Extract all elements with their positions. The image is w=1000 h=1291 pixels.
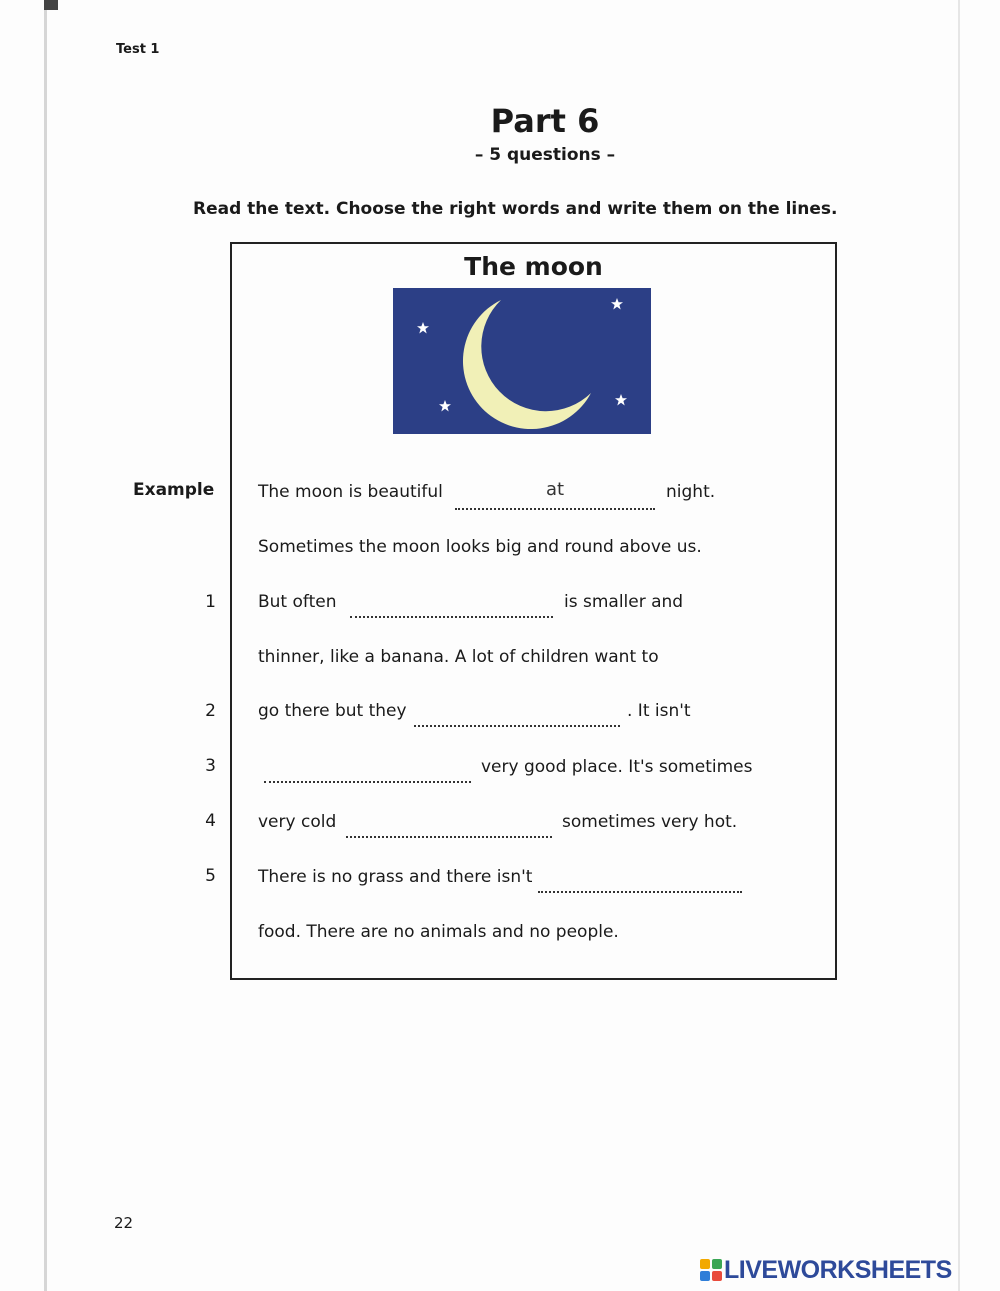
- text-line: very good place. It's sometimes: [481, 757, 753, 777]
- text-title: The moon: [464, 252, 603, 281]
- moon-night-picture: [393, 288, 651, 434]
- question-number: 2: [205, 701, 216, 721]
- example-text-before: The moon is beautiful: [258, 482, 443, 502]
- example-answer: at: [545, 479, 565, 500]
- text-line: sometimes very hot.: [562, 812, 738, 832]
- part-subtitle: – 5 questions –: [474, 145, 616, 165]
- text-line: . It isn't: [627, 701, 691, 721]
- part-title: Part 6: [490, 102, 600, 140]
- question-number: 5: [205, 866, 216, 886]
- test-label: Test 1: [116, 42, 160, 57]
- text-line: food. There are no animals and no people.: [258, 922, 619, 942]
- answer-blank-4[interactable]: [346, 818, 552, 838]
- text-line: is smaller and: [564, 592, 684, 612]
- question-number: 3: [205, 756, 216, 776]
- instruction-text: Read the text. Choose the right words and write them on the lines.: [193, 199, 838, 219]
- text-line: Sometimes the moon looks big and round above us.: [258, 537, 702, 557]
- page-number: 22: [114, 1214, 134, 1232]
- page-corner-mark: [44, 0, 58, 10]
- brand-name: LIVEWORKSHEETS: [724, 1255, 952, 1284]
- answer-blank-1[interactable]: [350, 598, 553, 618]
- answer-blank-5[interactable]: [538, 873, 742, 893]
- text-line: thinner, like a banana. A lot of children want to: [258, 647, 659, 667]
- text-line: But often: [258, 592, 337, 612]
- liveworksheets-logo-icon: [700, 1259, 722, 1281]
- page-edge-left: [44, 0, 47, 1291]
- question-number: 4: [205, 811, 216, 831]
- question-number: 1: [205, 592, 216, 612]
- example-text-after: night.: [666, 482, 716, 502]
- text-line: very cold: [258, 812, 337, 832]
- example-label: Example: [133, 480, 215, 500]
- liveworksheets-logo: [700, 1257, 952, 1283]
- page-edge-right: [958, 0, 960, 1291]
- text-line: go there but they: [258, 701, 407, 721]
- text-line: There is no grass and there isn't: [258, 867, 533, 887]
- answer-blank-3[interactable]: [264, 763, 471, 783]
- answer-blank-2[interactable]: [414, 707, 620, 727]
